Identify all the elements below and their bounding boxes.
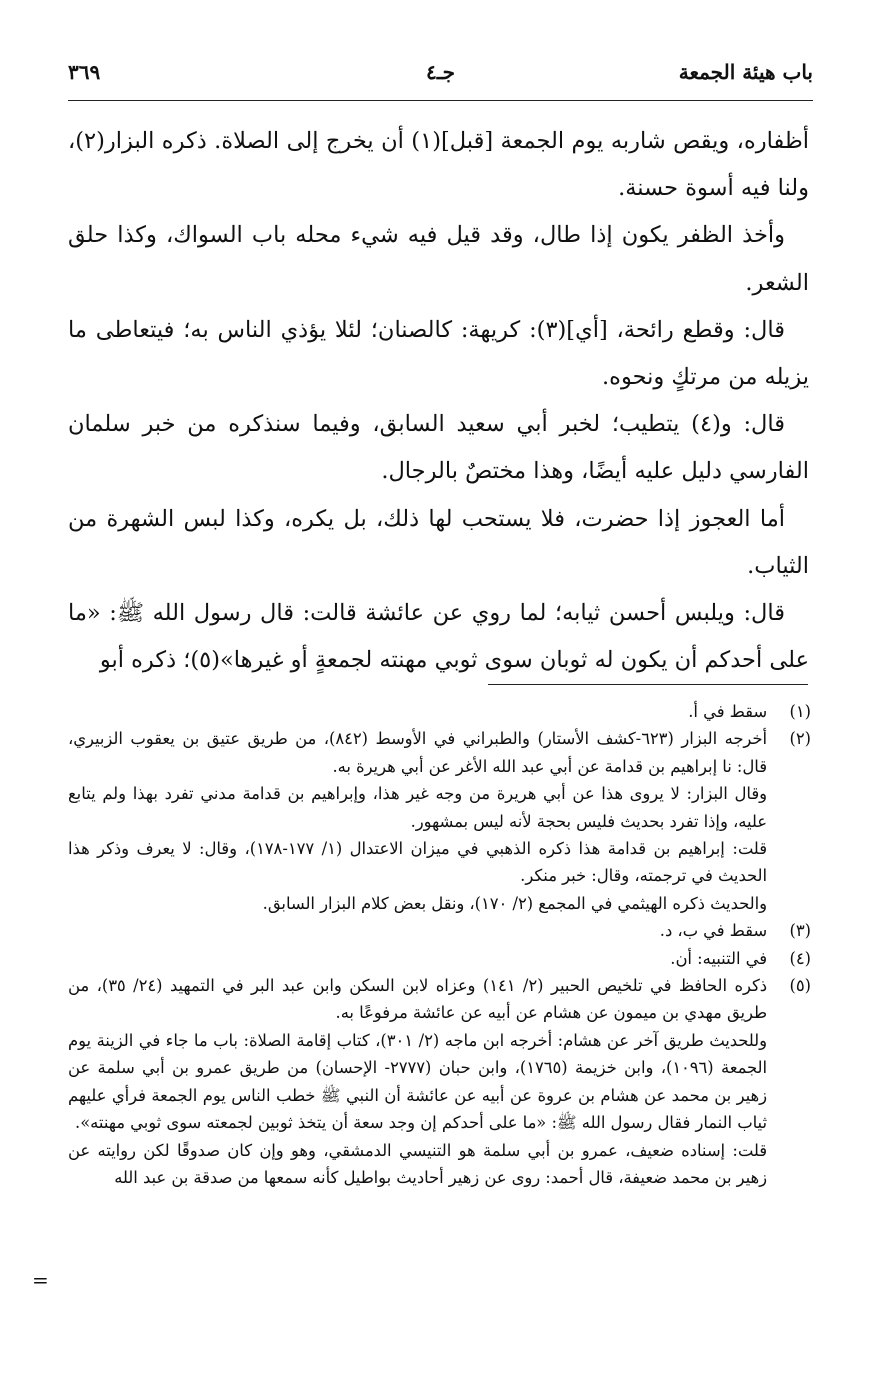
footnote-number: (٣)	[789, 921, 811, 941]
footnote-number: (٤)	[789, 948, 811, 968]
page-number: ٣٦٩	[68, 60, 101, 84]
footnote-text: سقط في أ.	[688, 702, 767, 721]
footnote-text: قلت: إسناده ضعيف، عمرو بن أبي سلمة هو التنيسي الدمشقي، وهو وإن كان صدوقًا لكن روايته عن زهير بن محمد ضعيفة، قال أحمد: روى عن زهير أحاديث بواطيل كأنه سمعها من صدقة بن عبد الله	[68, 1140, 767, 1187]
paragraph: قال: و(٤) يتطيب؛ لخبر أبي سعيد السابق، وفيما سنذكره من خبر سلمان الفارسي دليل عليه أيضًا، وهذا مختصٌ بالرجال.	[68, 411, 809, 485]
running-header	[68, 52, 813, 92]
footnote-text: ذكره الحافظ في تلخيص الحبير (٢/ ١٤١) وعزاه لابن السكن وابن عبد البر في التمهيد (٢٤/ ٣٥)، من طريق مهدي بن ميمون عن هشام عن أبيه عن عائشة مرفوعًا به.	[68, 976, 767, 1023]
footnote-text: وللحديث طريق آخر عن هشام: أخرجه ابن ماجه (٢/ ٣٠١)، كتاب إقامة الصلاة: باب ما جاء في الزينة يوم الجمعة (١٠٩٦)، وابن خزيمة (١٧٦٥)، وابن حبان (٢٧٧٧- الإحسان) من طريق عمرو بن أبي سلمة عن زهير بن محمد عن هشام بن عروة عن أبيه عن عائشة أن النبي ﷺ خطب الناس يوم الجمعة فرأي عليهم ثياب النمار فقال رسول الله ﷺ: «ما على أحدكم إن وجد سعة أن يتخذ ثوبين لجمعته سوى ثوبي مهنته».	[68, 1030, 768, 1133]
footnote-number: (١)	[789, 702, 811, 721]
footnote-number: (٢)	[789, 729, 811, 749]
paragraph: أظفاره، ويقص شاربه يوم الجمعة [قبل](١) أن يخرج إلى الصلاة. ذكره البزار(٢)، ولنا فيه أسوة حسنة.	[68, 128, 809, 202]
footnote-text: قلت: إبراهيم بن قدامة هذا ذكره الذهبي في ميزان الاعتدال (١/ ١٧٧-١٧٨)، وقال: لا يعرف وذكر هذا الحديث في ترجمته، وقال: خبر منكر.	[68, 839, 767, 886]
paragraph: أما العجوز إذا حضرت، فلا يستحب لها ذلك، بل يكره، وكذا لبس الشهرة من الثياب.	[68, 505, 809, 579]
chapter-title: باب هيئة الجمعة	[678, 60, 813, 84]
footnote-5	[68, 972, 811, 1191]
main-text	[68, 118, 809, 684]
footnote-2	[68, 725, 811, 917]
footnote-3	[68, 917, 811, 944]
continuation-mark: =	[32, 1268, 49, 1292]
paragraph: وأخذ الظفر يكون إذا طال، وقد قيل فيه شيء محله باب السواك، وكذا حلق الشعر.	[68, 222, 809, 296]
footnote-text: في التنبيه: أن.	[670, 948, 767, 968]
footnote-1	[68, 698, 811, 725]
footnote-4	[68, 945, 811, 972]
paragraph: قال: ويلبس أحسن ثيابه؛ لما روي عن عائشة قالت: قال رسول الله ﷺ: «ما على أحدكم أن يكون له ثوبان سوى ثوبي مهنته لجمعةٍ أو غيرها»(٥)؛ ذكره أبو	[68, 600, 809, 674]
footnote-text: أخرجه البزار (٦٢٣-كشف الأستار) والطبراني في الأوسط (٨٤٢)، من طريق عتيق بن يعقوب الزبيري، قال: نا إبراهيم بن قدامة عن أبي عبد الله الأغر عن أبي هريرة به.	[68, 729, 768, 776]
footnote-number: (٥)	[789, 976, 811, 996]
volume-label: جـ٤	[426, 60, 455, 84]
header-rule	[68, 100, 813, 101]
footnote-text: سقط في ب، د.	[659, 921, 767, 941]
paragraph: قال: وقطع رائحة، [أي](٣): كريهة: كالصنان؛ لئلا يؤذي الناس به؛ فيتعاطى ما يزيله من مرتكٍ ونحوه.	[68, 316, 809, 391]
footnote-separator	[488, 684, 808, 685]
footnote-text: والحديث ذكره الهيثمي في المجمع (٢/ ١٧٠)، ونقل بعض كلام البزار السابق.	[262, 893, 767, 913]
footnotes	[68, 698, 811, 1191]
footnote-text: وقال البزار: لا يروى هذا عن أبي هريرة من وجه غير هذا، وإبراهيم بن قدامة مدني تفرد بهذا ولم يتابع عليه، وإذا تفرد بحديث فليس بحجة لأنه ليس بمشهور.	[68, 784, 767, 831]
